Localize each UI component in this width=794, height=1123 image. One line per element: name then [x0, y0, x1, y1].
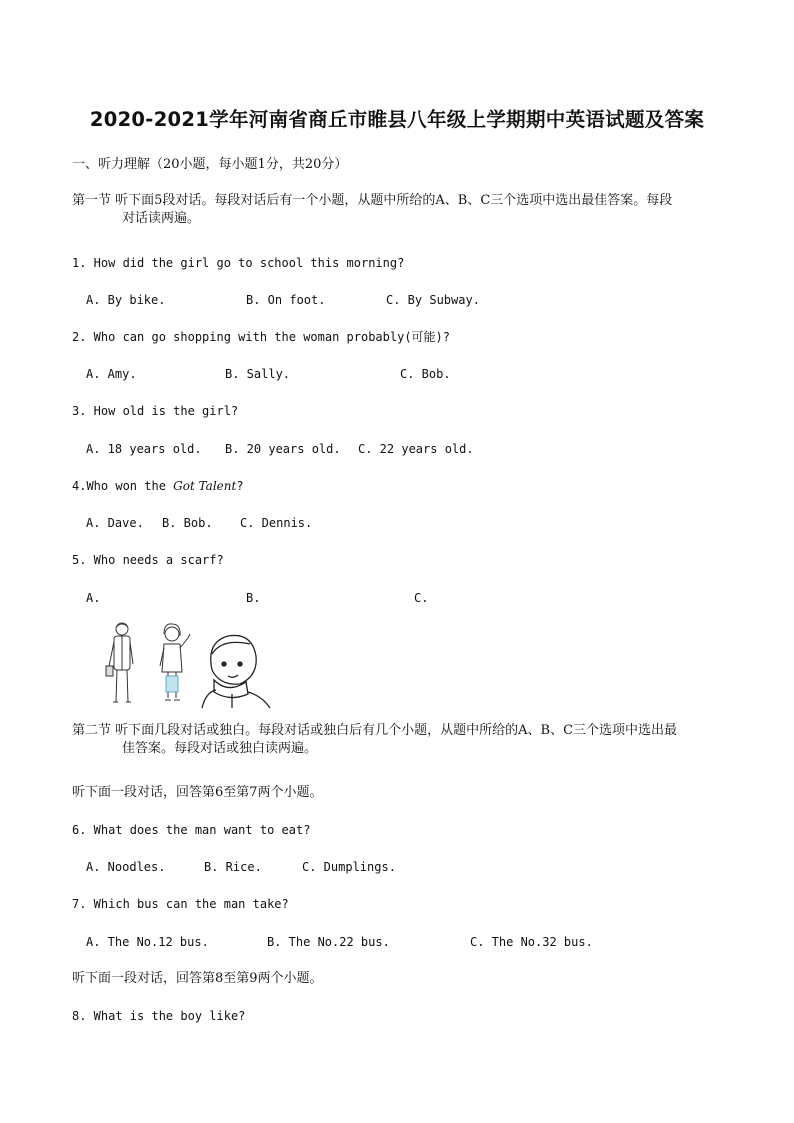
- q5-option-c: C.: [414, 591, 429, 605]
- question-7: 7. Which bus can the man take?: [72, 897, 289, 911]
- q1-option-c: C. By Subway.: [386, 293, 480, 307]
- part1-intro-line2: 对话读两遍。: [122, 211, 201, 226]
- part1-intro-line1: 第一节 听下面5段对话。每段对话后有一个小题，从题中所给的A、B、C三个选项中选出最佳答案。每段: [72, 193, 673, 208]
- dialog-instruction-6-7: 听下面一段对话，回答第6至第7两个小题。: [72, 785, 323, 800]
- dialog-instruction-8-9: 听下面一段对话，回答第8至第9两个小题。: [72, 971, 323, 986]
- q5-option-b: B.: [246, 591, 261, 605]
- man-figure: [106, 623, 133, 702]
- part2-intro-line1: 第二节 听下面几段对话或独白。每段对话或独白后有几个小题，从题中所给的A、B、C三个选项中选出最: [72, 723, 678, 738]
- q3-option-b: B. 20 years old.: [225, 442, 341, 456]
- part2-intro-line2: 佳答案。每段对话或独白读两遍。: [122, 741, 318, 756]
- question-3: 3. How old is the girl?: [72, 404, 239, 418]
- q2-option-b: B. Sally.: [225, 367, 291, 381]
- q4-option-b: B. Bob.: [162, 516, 213, 530]
- q5-figures-image: [100, 620, 280, 710]
- part1-intro: [72, 192, 722, 228]
- q4-option-a: A. Dave.: [86, 516, 144, 530]
- question-5: 5. Who needs a scarf?: [72, 553, 224, 567]
- woman-figure: [160, 624, 190, 700]
- q3-option-a: A. 18 years old.: [86, 442, 202, 456]
- q1-option-a: A. By bike.: [86, 293, 166, 307]
- question-2: 2. Who can go shopping with the woman probably(可能)?: [72, 330, 451, 344]
- question-4-suffix: ?: [236, 479, 244, 493]
- q4-option-c: C. Dennis.: [240, 516, 313, 530]
- q2-option-a: A. Amy.: [86, 367, 137, 381]
- q6-option-b: B. Rice.: [204, 860, 262, 874]
- question-4-prefix: 4.Who won the: [72, 479, 174, 493]
- question-8: 8. What is the boy like?: [72, 1009, 246, 1023]
- question-4-show-name: Got Talent: [173, 479, 237, 493]
- q7-option-c: C. The No.32 bus.: [470, 935, 593, 949]
- page-title: 2020-2021学年河南省商丘市睢县八年级上学期期中英语试题及答案: [89, 108, 705, 131]
- q7-option-b: B. The No.22 bus.: [267, 935, 390, 949]
- question-1: 1. How did the girl go to school this morning?: [72, 256, 405, 270]
- q3-option-c: C. 22 years old.: [358, 442, 474, 456]
- section-header: 一、听力理解（20小题，每小题1分，共20分）: [72, 157, 348, 172]
- q7-option-a: A. The No.12 bus.: [86, 935, 209, 949]
- part2-intro: [72, 722, 722, 758]
- q5-option-a: A.: [86, 591, 101, 605]
- q1-option-b: B. On foot.: [246, 293, 326, 307]
- q6-option-a: A. Noodles.: [86, 860, 166, 874]
- question-6: 6. What does the man want to eat?: [72, 823, 311, 837]
- boy-figure: [202, 635, 270, 708]
- question-4: [72, 477, 244, 495]
- q6-option-c: C. Dumplings.: [302, 860, 396, 874]
- q2-option-c: C. Bob.: [400, 367, 451, 381]
